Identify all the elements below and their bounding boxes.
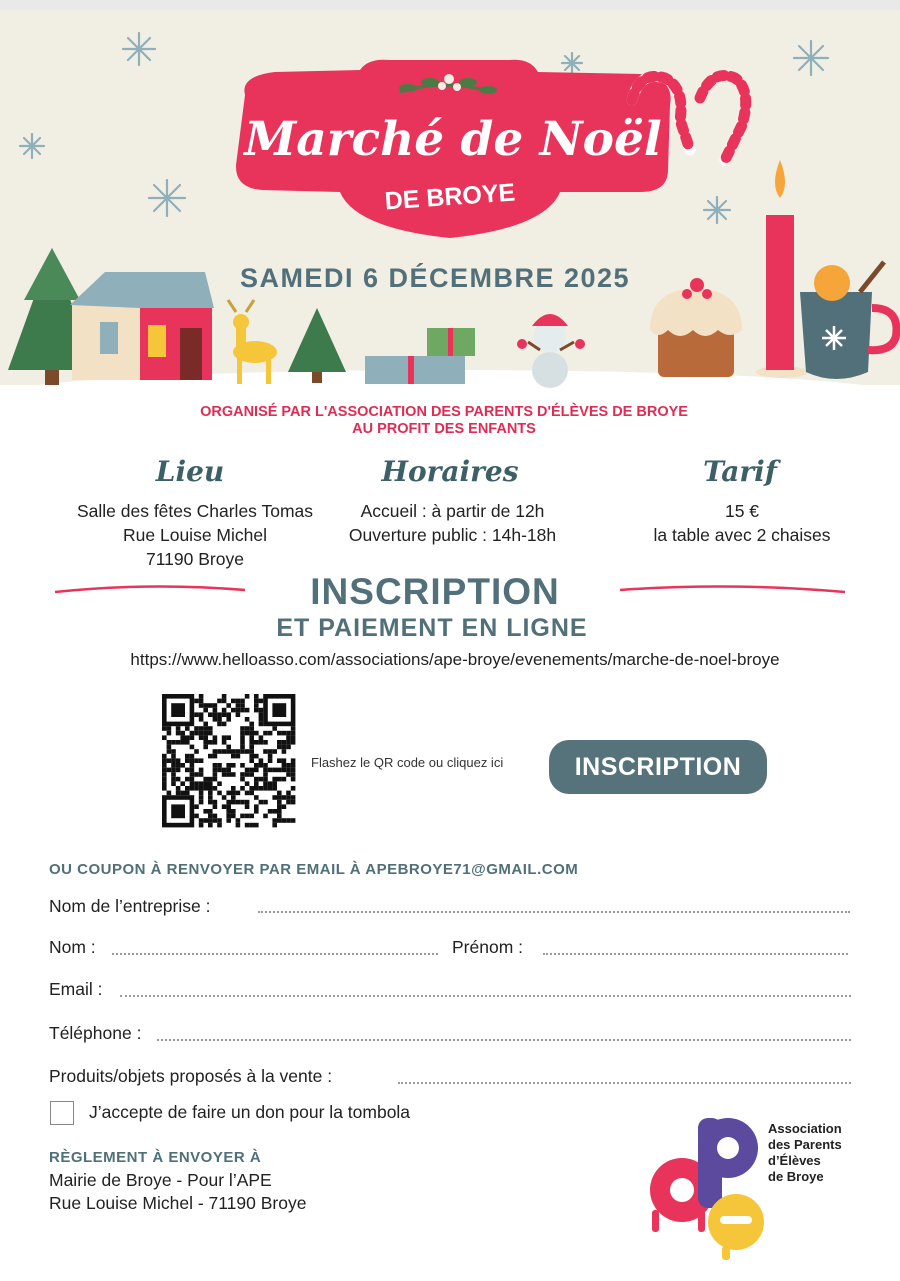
ape-name-line: de Broye	[768, 1169, 824, 1184]
ape-name-line: d’Élèves	[768, 1153, 821, 1168]
nom-field[interactable]	[112, 953, 438, 955]
produits-field[interactable]	[398, 1082, 851, 1084]
event-date: SAMEDI 6 DÉCEMBRE 2025	[239, 263, 631, 293]
qr-code[interactable]	[153, 686, 305, 836]
tree-icon	[288, 308, 346, 383]
inscription-subtitle: ET PAIEMENT EN LIGNE	[276, 614, 588, 642]
snowflake-icon	[704, 197, 730, 223]
lieu-heading: Lieu	[155, 455, 225, 488]
qr-code-icon	[153, 686, 305, 836]
snowman-icon	[517, 314, 585, 388]
organizer-line-1: ORGANISÉ PAR L'ASSOCIATION DES PARENTS D'ÉLÈVES DE BROYE	[200, 404, 688, 420]
nom-label: Nom :	[49, 937, 96, 957]
tarif-line: 15 €	[724, 501, 760, 521]
horaires-text	[320, 499, 585, 547]
lieu-line: 71190 Broye	[146, 549, 244, 569]
telephone-label: Téléphone :	[49, 1023, 142, 1043]
ape-logo	[640, 1110, 765, 1260]
banner-title: Marché de Noël	[244, 112, 662, 167]
snowflake-icon	[562, 53, 582, 73]
telephone-field[interactable]	[157, 1039, 851, 1041]
tarif-text	[622, 499, 862, 547]
horaires-line: Accueil : à partir de 12h	[360, 501, 545, 521]
inscription-url-link[interactable]: https://www.helloasso.com/associations/ape-broye/evenements/marche-de-noel-broye	[130, 650, 780, 669]
snowflake-icon	[20, 134, 44, 158]
email-label: Email :	[49, 979, 103, 999]
organizer-line-2: AU PROFIT DES ENFANTS	[352, 421, 536, 437]
entreprise-field[interactable]	[258, 911, 850, 913]
deer-icon	[228, 300, 277, 384]
prenom-label: Prénom :	[452, 937, 523, 957]
inscription-button[interactable]: INSCRIPTION	[549, 740, 767, 794]
prenom-field[interactable]	[543, 953, 848, 955]
snowflake-icon	[149, 180, 185, 216]
tarif-line: la table avec 2 chaises	[653, 525, 831, 545]
email-field[interactable]	[120, 995, 851, 997]
ape-name-line: des Parents	[768, 1137, 842, 1152]
reglement-line-2: Rue Louise Michel - 71190 Broye	[49, 1193, 307, 1213]
lieu-text	[45, 499, 345, 571]
reglement-heading: RÈGLEMENT À ENVOYER À	[49, 1149, 262, 1166]
tombola-checkbox[interactable]	[50, 1101, 74, 1125]
lieu-line: Salle des fêtes Charles Tomas	[76, 501, 314, 521]
horaires-heading: Horaires	[381, 455, 519, 488]
entreprise-label: Nom de l’entreprise :	[49, 896, 211, 916]
tombola-label: J’accepte de faire un don pour la tombola	[89, 1102, 411, 1122]
lieu-line: Rue Louise Michel	[123, 525, 267, 545]
coupon-heading: OU COUPON À RENVOYER PAR EMAIL À APEBROYE71@GMAIL.COM	[49, 861, 579, 878]
tarif-heading: Tarif	[703, 455, 777, 488]
snowflake-icon	[123, 33, 155, 65]
banner-subtitle: DE BROYE	[383, 178, 517, 216]
snowflake-icon	[794, 41, 828, 75]
horaires-line: Ouverture public : 14h-18h	[348, 525, 557, 545]
produits-label: Produits/objets proposés à la vente :	[49, 1066, 333, 1086]
reglement-line-1: Mairie de Broye - Pour l’APE	[49, 1170, 272, 1190]
inscription-title: INSCRIPTION	[310, 571, 560, 612]
flash-instruction: Flashez le QR code ou cliquez ici	[311, 755, 504, 770]
ape-name-line: Association	[768, 1121, 842, 1136]
gift-icon	[365, 328, 475, 384]
